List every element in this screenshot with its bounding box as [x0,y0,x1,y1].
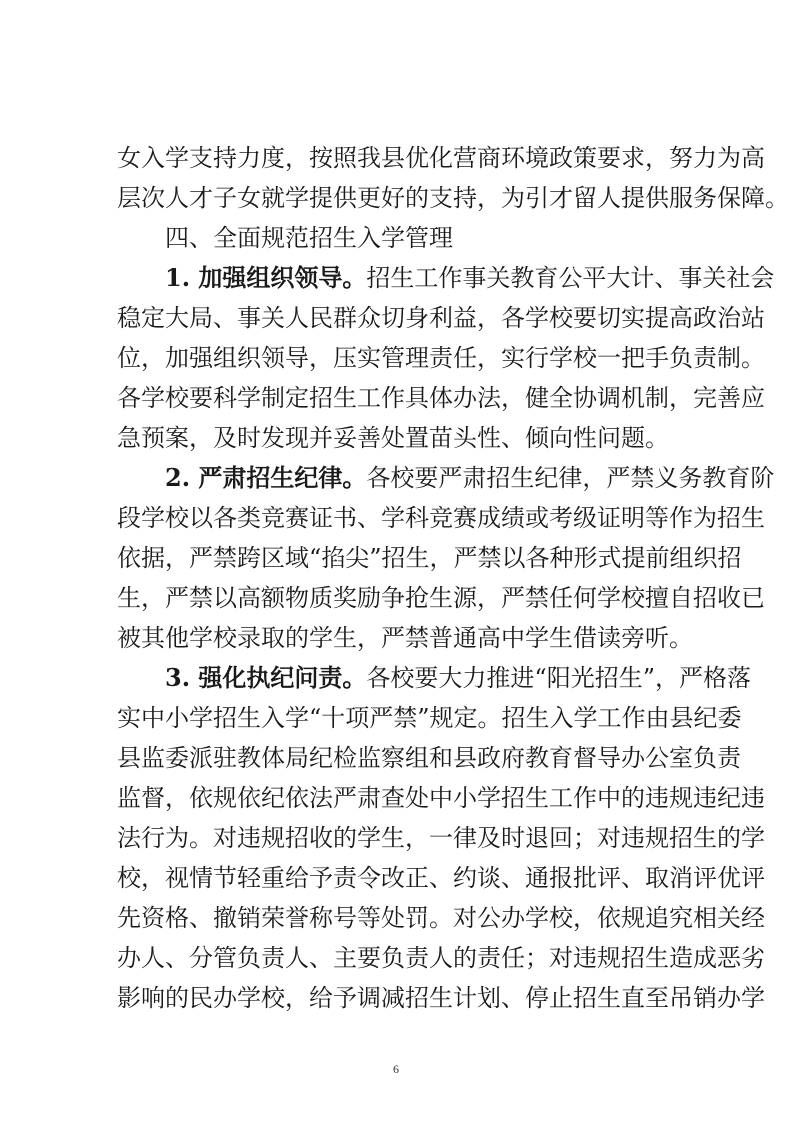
paragraph-line: 依据，严禁跨区域“掐尖”招生，严禁以各种形式提前组织招 [117,544,742,572]
page-number: 6 [393,1062,399,1076]
section-heading: 四、全面规范招生入学管理 [165,224,453,252]
paragraph-line: 法行为。对违规招收的学生，一律及时退回；对违规招生的学 [117,824,765,852]
item-text: 招生工作事关教育公平大计、事关社会 [366,264,775,292]
paragraph-line: 稳定大局、事关人民群众切身利益，各学校要切实提高政治站 [117,304,765,332]
item-first-line [165,662,751,694]
item-first-line [165,262,775,294]
paragraph-line: 段学校以各类竞赛证书、学科竞赛成绩或考级证明等作为招生 [117,504,765,532]
item-first-line [165,462,775,494]
paragraph-line: 各学校要科学制定招生工作具体办法，健全协调机制，完善应 [117,384,765,412]
paragraph-line: 监督，依规依纪依法严肃查处中小学招生工作中的违规违纪违 [117,784,765,812]
item-title: 2. 严肃招生纪律。 [165,463,367,492]
paragraph-line: 先资格、撤销荣誉称号等处罚。对公办学校，依规追究相关经 [117,904,765,932]
paragraph-line: 层次人才子女就学提供更好的支持，为引才留人提供服务保障。 [117,184,789,212]
item-title: 1. 加强组织领导。 [165,263,367,292]
item-text: 各校要大力推进“阳光招生”，严格落 [366,664,751,692]
paragraph-line: 影响的民办学校，给予调减招生计划、停止招生直至吊销办学 [117,984,765,1012]
paragraph-line: 生，严禁以高额物质奖励争抢生源，严禁任何学校擅自招收已 [117,584,765,612]
item-text: 各校要严肃招生纪律，严禁义务教育阶 [366,464,775,492]
paragraph-line: 办人、分管负责人、主要负责人的责任；对违规招生造成恶劣 [117,944,765,972]
paragraph-line: 县监委派驻教体局纪检监察组和县政府教育督导办公室负责 [117,744,741,772]
item-title: 3. 强化执纪问责。 [165,663,367,692]
paragraph-line: 位，加强组织领导，压实管理责任，实行学校一把手负责制。 [117,344,765,372]
paragraph-line: 被其他学校录取的学生，严禁普通高中学生借读旁听。 [117,624,693,652]
paragraph-line: 校，视情节轻重给予责令改正、约谈、通报批评、取消评优评 [117,864,765,892]
paragraph-line: 急预案，及时发现并妥善处置苗头性、倾向性问题。 [117,424,669,452]
paragraph-line: 女入学支持力度，按照我县优化营商环境政策要求，努力为高 [117,144,765,172]
paragraph-line: 实中小学招生入学“十项严禁”规定。招生入学工作由县纪委 [117,704,742,732]
